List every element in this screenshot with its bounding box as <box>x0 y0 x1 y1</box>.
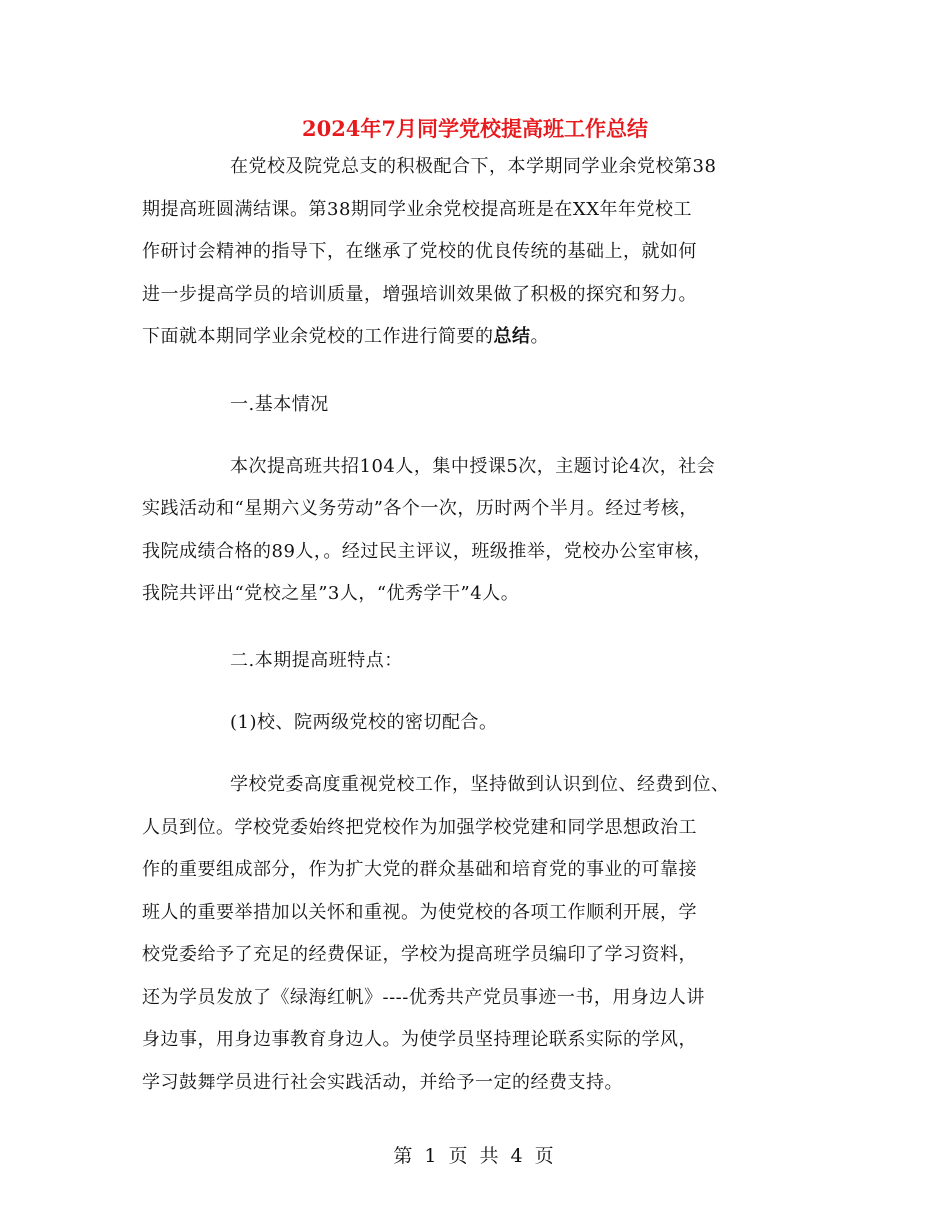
paragraph-text: 。 <box>530 326 549 347</box>
page-title: 2024年7月同学党校提高班工作总结 <box>301 116 649 141</box>
section-heading: 一.基本情况 <box>230 394 329 415</box>
paragraph-text: 下面就本期同学业余党校的工作进行简要的 <box>142 326 494 347</box>
paragraph-line: 实践活动和“星期六义务劳动”各个一次，历时两个半月。经过考核， <box>142 498 698 519</box>
subsection-heading: (1)校、院两级党校的密切配合。 <box>230 712 498 733</box>
section-heading: 二.本期提高班特点： <box>230 650 403 671</box>
paragraph-line: 在党校及院党总支的积极配合下，本学期同学业余党校第38 <box>230 156 717 177</box>
paragraph-line: 学习鼓舞学员进行社会实践活动，并给予一定的经费支持。 <box>142 1072 623 1093</box>
page-footer: 第 1 页 共 4 页 <box>393 1145 557 1167</box>
paragraph-line: 我院成绩合格的89人，。经过民主评议，班级推举，党校办公室审核， <box>142 541 712 562</box>
paragraph-line: 还为学员发放了《绿海红帆》----优秀共产党员事迹一书，用身边人讲 <box>142 987 705 1008</box>
paragraph-line: 人员到位。学校党委始终把党校作为加强学校党建和同学思想政治工 <box>142 817 697 838</box>
bold-keyword: 总结 <box>493 326 531 347</box>
paragraph-line: 学校党委高度重视党校工作，坚持做到认识到位、经费到位、 <box>230 774 730 795</box>
paragraph-line: 身边事，用身边事教育身边人。为使学员坚持理论联系实际的学风， <box>142 1029 697 1050</box>
paragraph-line: 我院共评出“党校之星”3人，“优秀学干”4人。 <box>142 583 520 604</box>
paragraph-line: 作研讨会精神的指导下，在继承了党校的优良传统的基础上，就如何 <box>142 241 697 262</box>
paragraph-line: 本次提高班共招104人，集中授课5次，主题讨论4次，社会 <box>230 456 716 477</box>
paragraph-line: 作的重要组成部分，作为扩大党的群众基础和培育党的事业的可靠接 <box>142 859 697 880</box>
paragraph-line: 校党委给予了充足的经费保证，学校为提高班学员编印了学习资料， <box>142 944 697 965</box>
paragraph-line <box>142 323 549 351</box>
paragraph-line: 期提高班圆满结课。第38期同学业余党校提高班是在XX年年党校工 <box>142 199 693 220</box>
paragraph-line: 进一步提高学员的培训质量，增强培训效果做了积极的探究和努力。 <box>142 284 697 305</box>
paragraph-line: 班人的重要举措加以关怀和重视。为使党校的各项工作顺利开展，学 <box>142 902 697 923</box>
